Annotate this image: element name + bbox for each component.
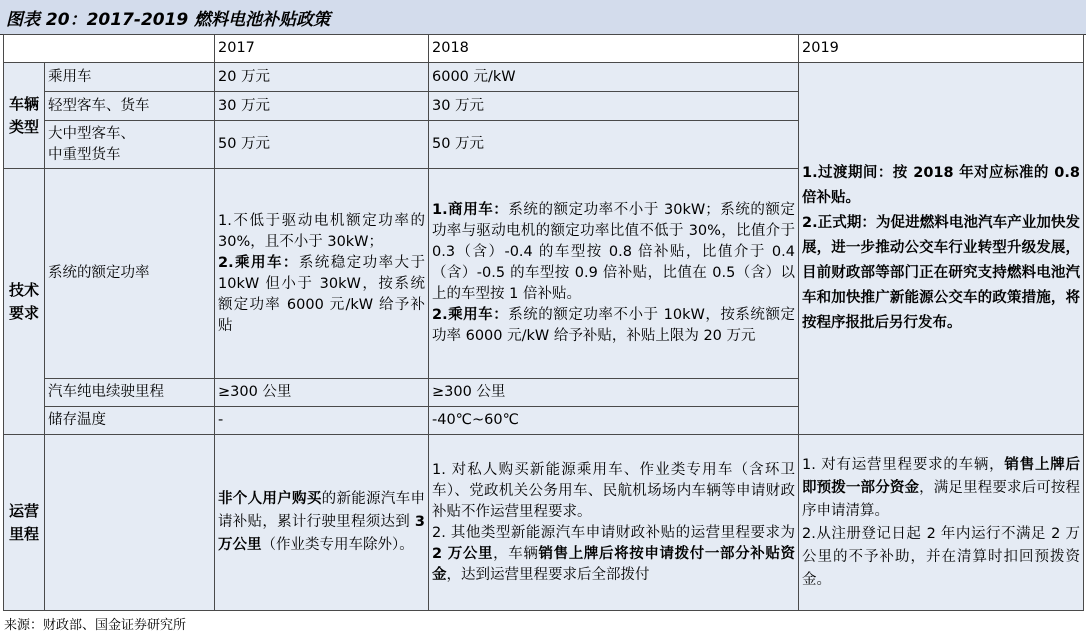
cell-power-2017 <box>215 169 429 379</box>
cell-2019-upper <box>799 63 1084 435</box>
power-2018-p2-body: 系统的额定功率不小于 10kW，按系统额定功率 6000 元/kW 给予补贴，补贴上限为 20 万元 <box>432 307 795 344</box>
power-2018-p2 <box>432 305 795 347</box>
row-label-rated-power: 系统的额定功率 <box>45 169 215 379</box>
header-2017: 2017 <box>215 35 429 63</box>
mileage-2019-p1 <box>802 454 1080 523</box>
cell-temp-2017: - <box>215 407 429 435</box>
text-2019-transition: 1.过渡期间：按 2018 年对应标准的 0.8 倍补贴。 <box>802 165 1080 206</box>
power-2018-p1-head: 1.商用车： <box>432 202 509 218</box>
mileage-2018-p2c: ，车辆 <box>493 545 539 562</box>
cell-light-2018: 30 万元 <box>429 92 799 121</box>
mileage-2019-p1c: ，满足里程要求后可按程序申请清算。 <box>802 479 1081 519</box>
mileage-2018-p2 <box>432 523 795 586</box>
mileage-2018-p2e: ，达到运营里程要求后全部拨付 <box>446 566 650 583</box>
heavy-label-line2: 中重型货车 <box>48 146 121 163</box>
cell-power-2018 <box>429 169 799 379</box>
cell-light-2017: 30 万元 <box>215 92 429 121</box>
row-label-storage-temp: 储存温度 <box>45 407 215 435</box>
header-2019: 2019 <box>799 35 1084 63</box>
category-tech-requirements: 技术要求 <box>4 169 45 435</box>
power-2018-p1-body: 系统的额定功率不小于 30kW；系统的额定功率与驱动电机的额定功率比值不低于 30%，比值介于 0.3（含）-0.4 的车型按 0.8 倍补贴，比值介于 0.4（含）-0.5 的车型按 0.9 倍补贴，比值在 0.5（含）以上的车型按 1 倍补贴。 <box>432 202 795 302</box>
row-label-heavy-vehicle <box>45 121 215 169</box>
cell-heavy-2017: 50 万元 <box>215 121 429 169</box>
mileage-2018-p2a: 2. 其他类型新能源汽车申请财政补贴的运营里程要求为 <box>432 524 795 541</box>
mileage-2017-bold2: 3 万公里 <box>218 514 425 553</box>
row-label-mileage-blank <box>45 435 215 611</box>
source-note: 来源：财政部、国金证券研究所 <box>4 618 187 633</box>
power-2017-p2-head: 2.乘用车： <box>218 254 299 271</box>
cell-temp-2018: -40℃~60℃ <box>429 407 799 435</box>
header-blank <box>4 35 215 63</box>
mileage-2017-bold1: 非个人用户购买 <box>218 491 322 507</box>
mileage-2019-p1b: 销售上牌后即预拨一部分资金 <box>802 456 1080 496</box>
mileage-2017-t1: 的新能源汽车申请补贴，累计行驶里程须达到 <box>218 491 426 530</box>
cell-passenger-2018: 6000 元/kW <box>429 63 799 92</box>
cell-heavy-2018: 50 万元 <box>429 121 799 169</box>
cell-passenger-2017: 20 万元 <box>215 63 429 92</box>
header-2018: 2018 <box>429 35 799 63</box>
mileage-2018-p2d: 销售上牌后将按申请拨付一部分补贴资金 <box>432 545 796 583</box>
power-2018-p1 <box>432 200 795 305</box>
mileage-2017-t2: （作业类专用车除外）。 <box>261 537 414 553</box>
heavy-label-line1: 大中型客车、 <box>48 125 135 142</box>
mileage-2017-text <box>218 488 425 557</box>
subsidy-policy-table <box>3 34 1084 611</box>
cell-range-2018: ≥300 公里 <box>429 379 799 407</box>
power-2017-p1: 1.不低于驱动电机额定功率的 30%，且不小于 30kW； <box>218 212 425 250</box>
power-2017-p2-body: 系统稳定功率大于 10kW 但小于 30kW，按系统额定功率 6000 元/kW 给予补贴 <box>218 254 425 334</box>
row-label-light-vehicle: 轻型客车、货车 <box>45 92 215 121</box>
power-2018-p2-head: 2.乘用车： <box>432 307 509 323</box>
row-label-electric-range: 汽车纯电续驶里程 <box>45 379 215 407</box>
mileage-2018-p2b: 2 万公里 <box>432 545 494 562</box>
category-operating-mileage: 运营里程 <box>4 435 45 611</box>
cell-mileage-2018 <box>429 435 799 611</box>
text-2019-formal: 2.正式期：为促进燃料电池汽车产业加快发展，进一步推动公交车行业转型升级发展，目前财政部等部门正在研究支持燃料电池汽车和加快推广新能源公交车的政策措施，将按程序报批后另行发布。 <box>802 215 1080 331</box>
category-vehicle-type: 车辆类型 <box>4 63 45 169</box>
title-bar <box>0 0 1086 35</box>
cell-mileage-2019 <box>799 435 1084 611</box>
mileage-2019-p2: 2.从注册登记日起 2 年内运行不满足 2 万公里的不予补助，并在清算时扣回预拨资金。 <box>802 525 1080 588</box>
power-2017-p2 <box>218 253 425 337</box>
mileage-2019-p1a: 1. 对有运营里程要求的车辆， <box>802 456 1005 473</box>
row-label-passenger-car: 乘用车 <box>45 63 215 92</box>
figure-title: 图表 20：2017-2019 燃料电池补贴政策 <box>6 10 331 30</box>
cell-mileage-2017 <box>215 435 429 611</box>
cell-range-2017: ≥300 公里 <box>215 379 429 407</box>
mileage-2018-p1: 1. 对私人购买新能源乘用车、作业类专用车（含环卫车）、党政机关公务用车、民航机场场内车辆等申请财政补贴不作运营里程要求。 <box>432 461 795 520</box>
